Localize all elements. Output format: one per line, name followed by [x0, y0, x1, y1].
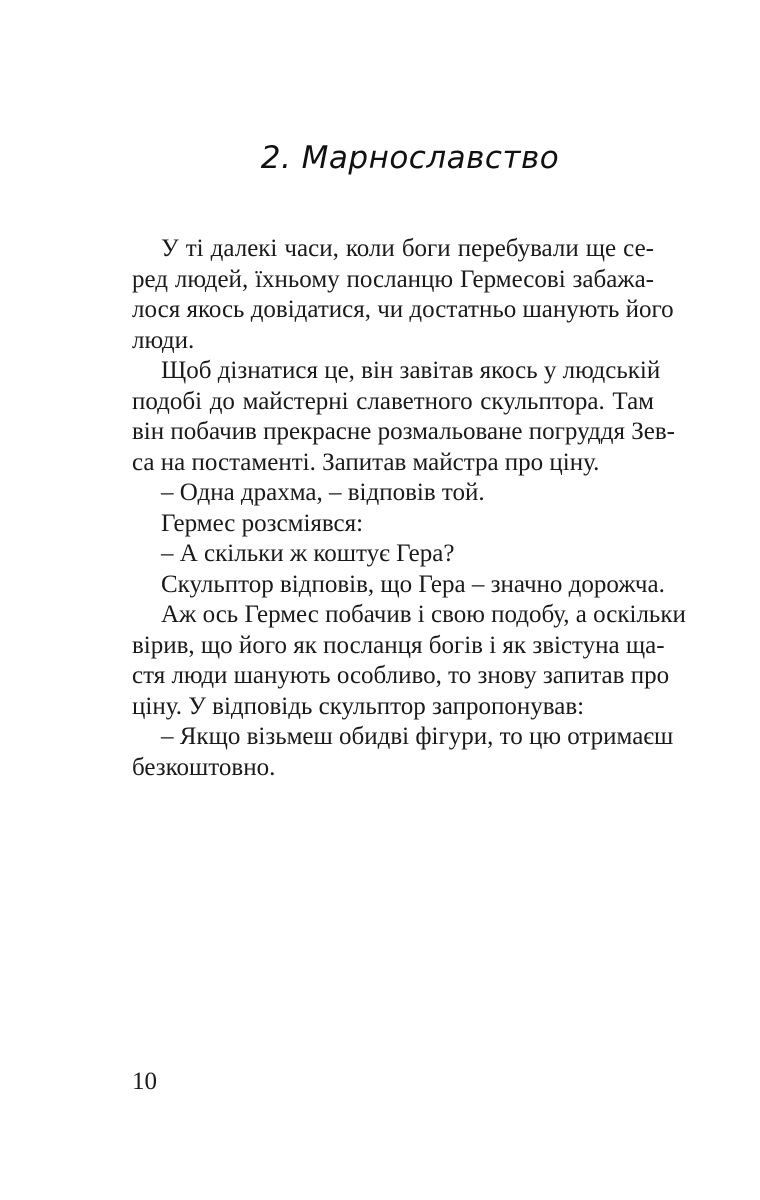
page-number: 10 [132, 1068, 157, 1095]
text-line: Скульптор відповів, що Гера – значно дорожча. [161, 570, 665, 598]
text-line: Гермес розсміявся: [161, 509, 364, 537]
text-line: стя люди шанують особливо, то знову запитав про [132, 662, 670, 689]
text-line: ред людей, їхньому посланцю Гермесові забажа- [132, 265, 654, 293]
text-line: лося якось довідатися, чи достатньо шанують його [132, 296, 674, 323]
text-line: У ті далекі часи, коли боги перебували ще се- [161, 235, 654, 262]
text-line: – Якщо візьмеш обидві фігури, то цю отримаєш [161, 723, 674, 750]
text-line: подобі до майстерні славетного скульптора. Там [132, 387, 654, 415]
text-line: люди. [132, 326, 195, 354]
text-line: Щоб дізнатися це, він завітав якось у людській [161, 357, 661, 384]
text-line: він побачив прекрасне розмальоване погруддя Зев- [132, 418, 675, 445]
text-line: – Одна драхма, – відповів той. [161, 479, 485, 506]
text-line: ціну. У відповідь скульптор запропонував: [132, 692, 585, 720]
text-line: Аж ось Гермес побачив і свою подобу, а оскільки [161, 601, 686, 628]
text-line: – А скільки ж коштує Гера? [161, 540, 455, 567]
text-line: вірив, що його як посланця богів і як звістуна ща- [132, 631, 665, 659]
text-line: са на постаменті. Запитав майстра про ціну. [132, 448, 600, 476]
body-text [132, 234, 686, 783]
text-line: безкоштовно. [132, 753, 276, 781]
chapter-title: 2. Марнославство [260, 140, 560, 176]
